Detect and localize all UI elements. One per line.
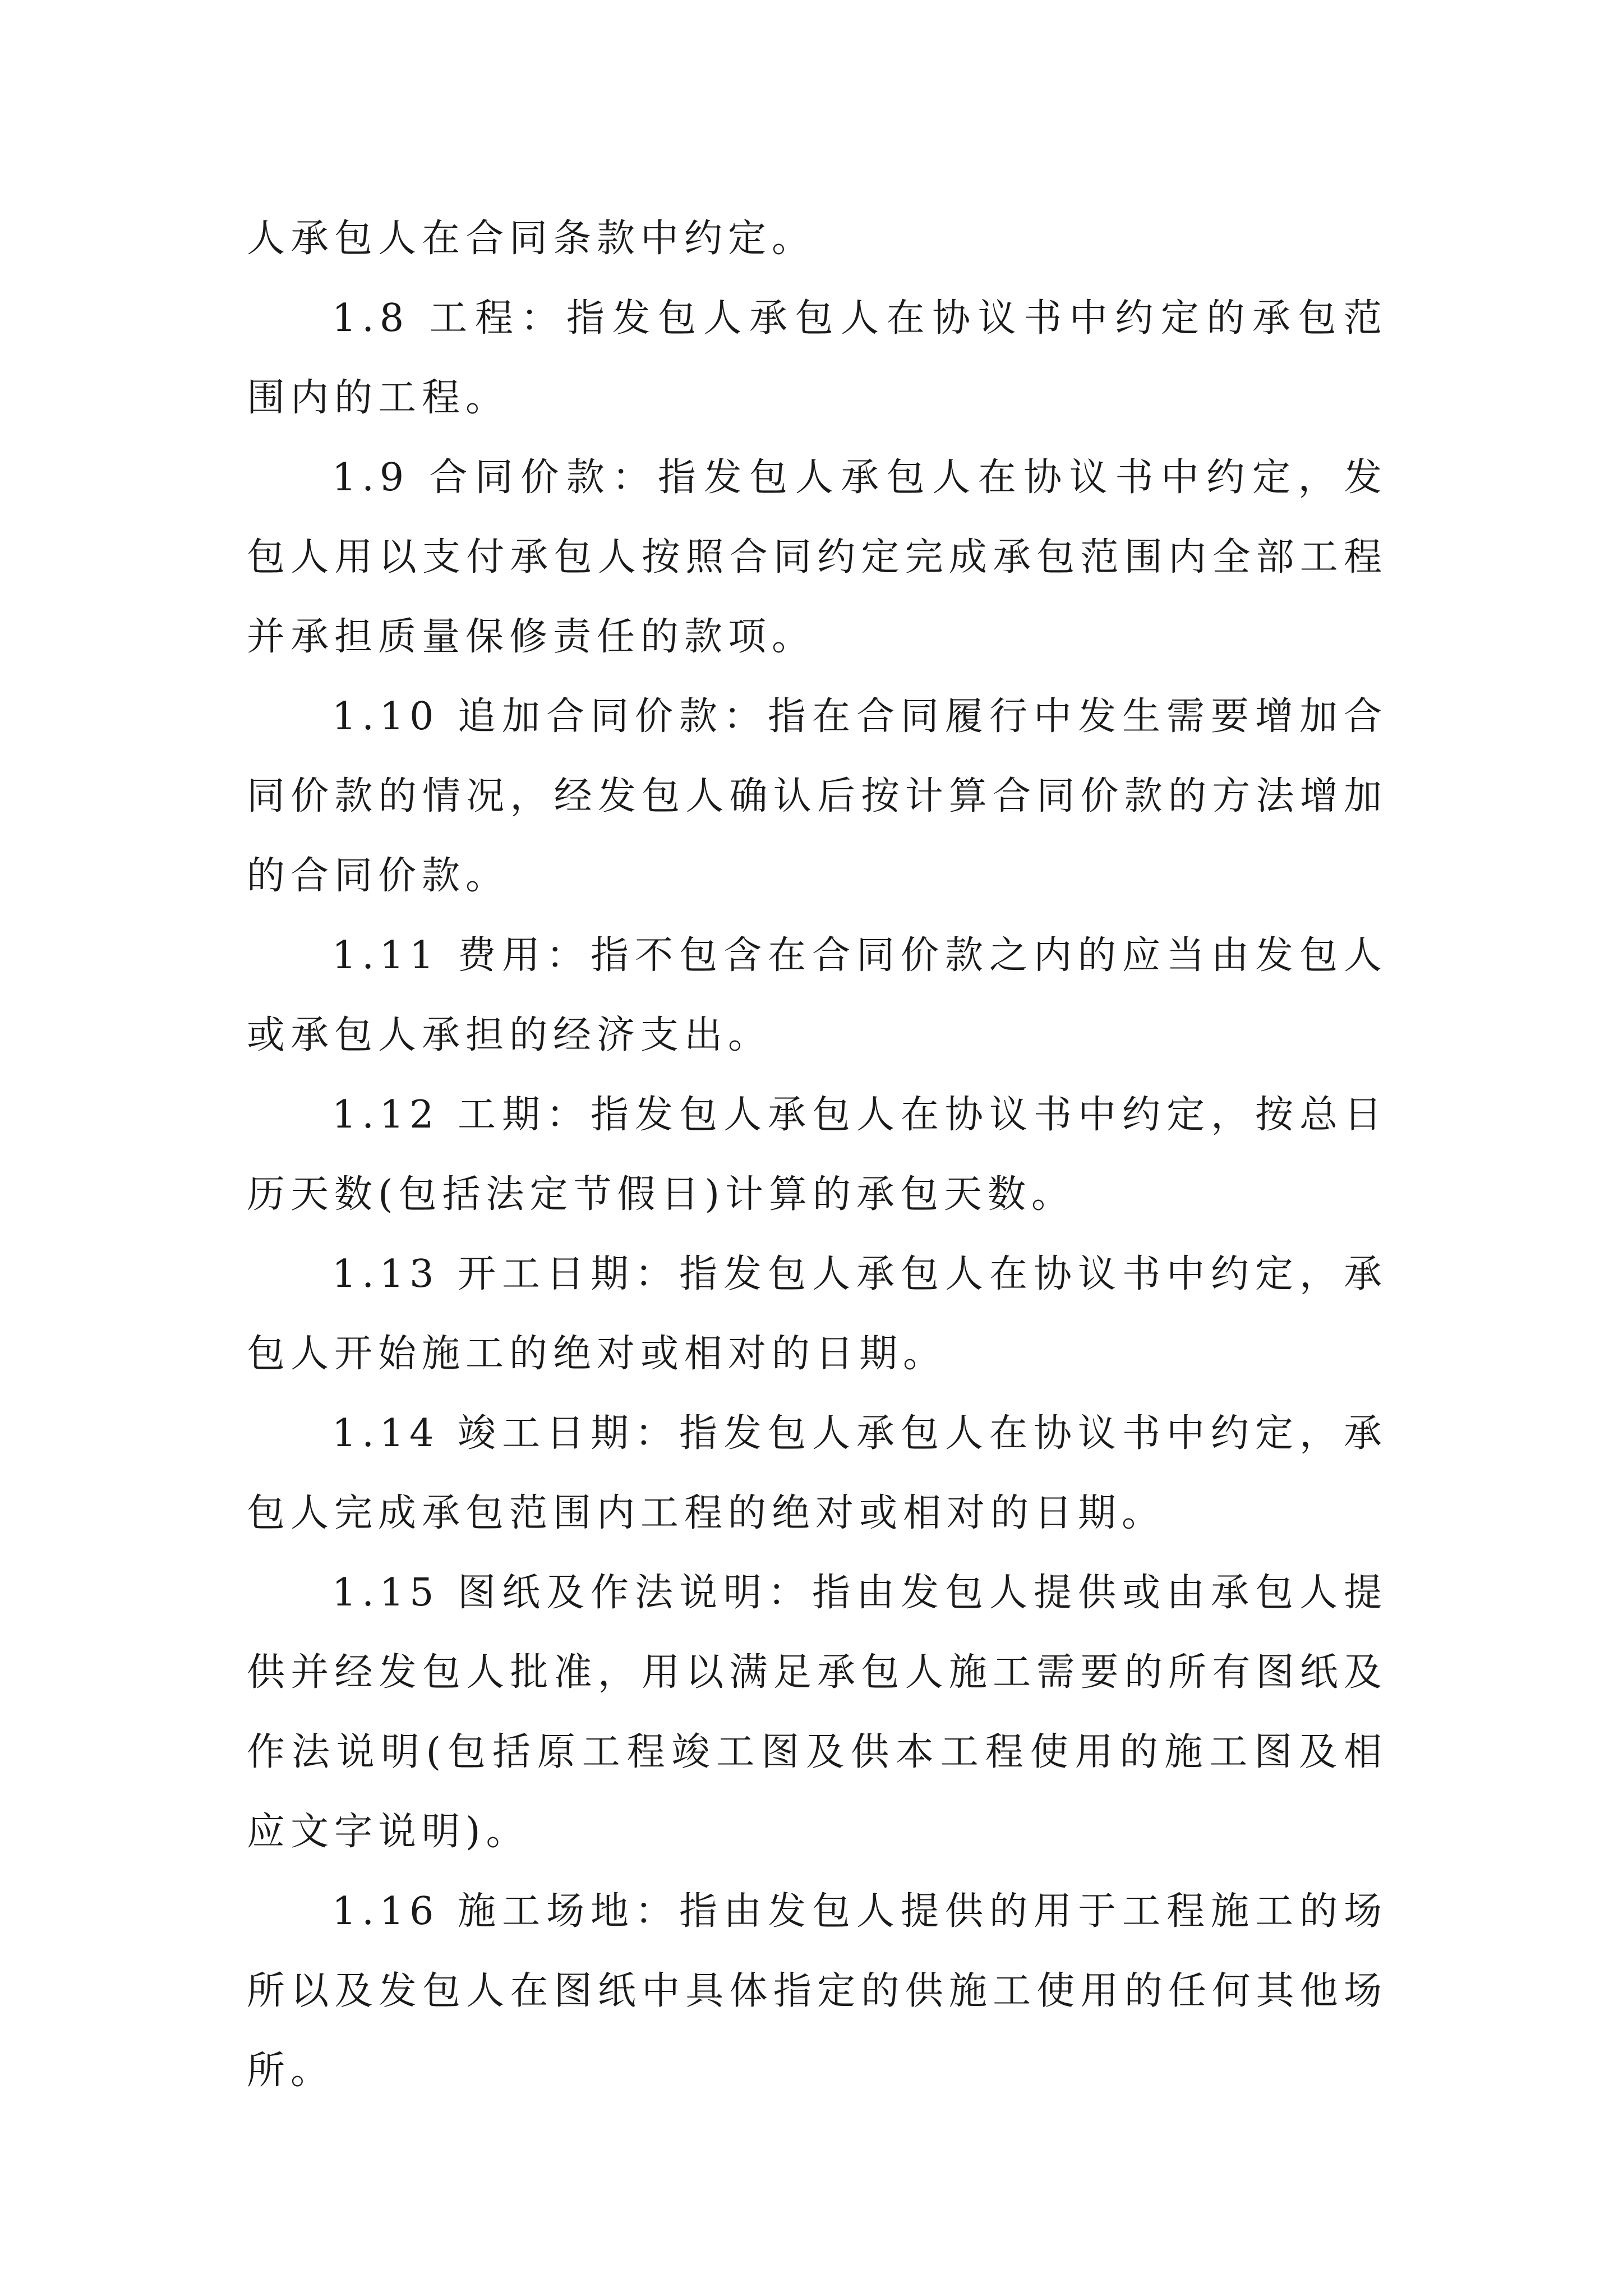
clause-1-16-construction-site: 1.16 施工场地：指由发包人提供的用于工程施工的场所以及发包人在图纸中具体指定的供施工使用的任何其他场所。 [247,1889,1387,2093]
paragraph-continuation: 人承包人在合同条款中约定。 [247,217,816,261]
clause-1-15-drawings: 1.15 图纸及作法说明：指由发包人提供或由承包人提供并经发包人批准，用以满足承包人施工需要的所有图纸及作法说明(包括原工程竣工图及供本工程使用的施工图及相应文字说明)。 [247,1571,1387,1854]
clause-1-9-contract-price: 1.9 合同价款：指发包人承包人在协议书中约定，发包人用以支付承包人按照合同约定完成承包范围内全部工程并承担质量保修责任的款项。 [247,455,1387,659]
document-body [247,199,1387,2111]
clause-1-10-additional-price: 1.10 追加合同价款：指在合同履行中发生需要增加合同价款的情况，经发包人确认后按计算合同价款的方法增加的合同价款。 [247,694,1387,898]
clause-1-14-completion-date: 1.14 竣工日期：指发包人承包人在协议书中约定，承包人完成承包范围内工程的绝对或相对的日期。 [247,1411,1387,1535]
clause-1-11-expenses: 1.11 费用：指不包含在合同价款之内的应当由发包人或承包人承担的经济支出。 [247,933,1387,1057]
clause-1-13-start-date: 1.13 开工日期：指发包人承包人在协议书中约定，承包人开始施工的绝对或相对的日期。 [247,1252,1387,1376]
clause-1-12-duration: 1.12 工期：指发包人承包人在协议书中约定，按总日历天数(包括法定节假日)计算的承包天数。 [247,1093,1387,1217]
clause-1-8-engineering: 1.8 工程：指发包人承包人在协议书中约定的承包范围内的工程。 [247,296,1387,420]
